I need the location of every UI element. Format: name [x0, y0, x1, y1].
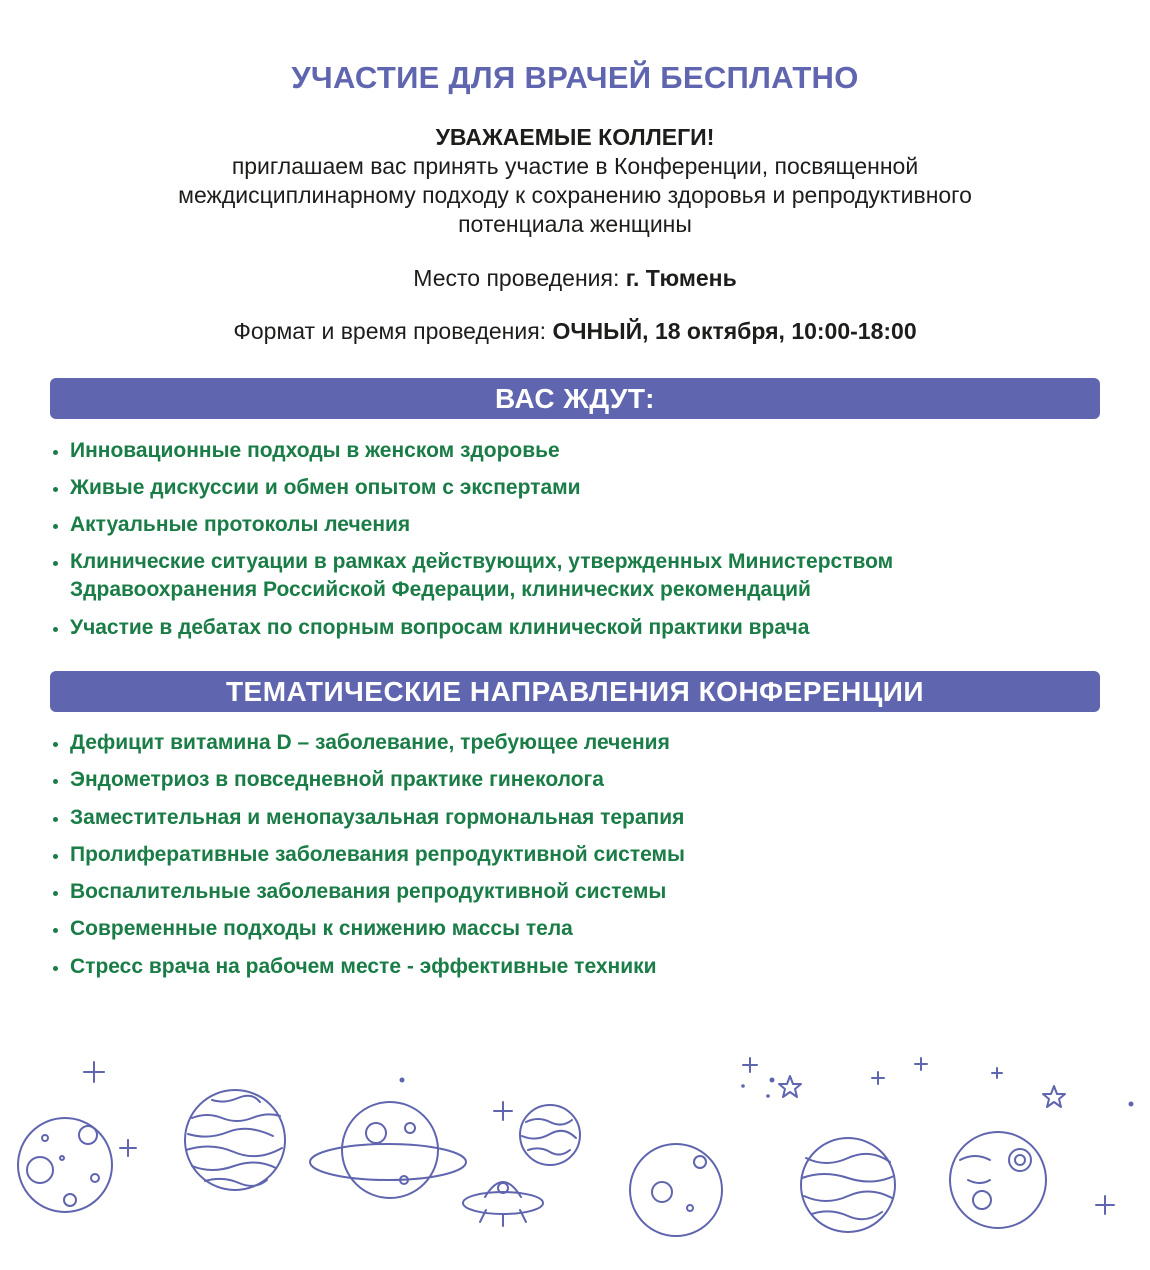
format-line: [0, 318, 1150, 345]
topics-section-title: ТЕМАТИЧЕСКИЕ НАПРАВЛЕНИЯ КОНФЕРЕНЦИИ: [50, 671, 1100, 712]
list-item: Воспалительные заболевания репродуктивной системы: [50, 878, 1050, 906]
invitation-line-1: приглашаем вас принять участие в Конференции, посвященной: [231, 153, 919, 179]
venue-value: г. Тюмень: [625, 265, 737, 291]
list-item-line-1: Клинические ситуации в рамках действующих, утвержденных Министерством: [70, 550, 894, 573]
list-item: Заместительная и менопаузальная гормональная терапия: [50, 804, 1050, 832]
planet-icon: [185, 1090, 285, 1190]
list-item: Участие в дебатах по спорным вопросам клинической практики врача: [50, 614, 1050, 642]
list-item: Актуальные протоколы лечения: [50, 511, 1050, 539]
format-value: ОЧНЫЙ, 18 октября, 10:00-18:00: [552, 318, 917, 344]
expect-list: [50, 437, 1050, 642]
format-label: Формат и время проведения:: [233, 318, 553, 344]
list-item: Дефицит витамина D – заболевание, требующее лечения: [50, 729, 1050, 757]
space-illustration: [0, 1040, 1150, 1270]
list-item: Стресс врача на рабочем месте - эффективные техники: [50, 953, 1050, 981]
topics-list: [50, 729, 1050, 981]
list-item: Эндометриоз в повседневной практике гинеколога: [50, 766, 1050, 794]
invitation-line-2: междисциплинарному подходу к сохранению здоровья и репродуктивного: [178, 182, 972, 208]
invitation-line-3: потенциала женщины: [458, 211, 692, 237]
greeting: УВАЖАЕМЫЕ КОЛЛЕГИ!: [435, 124, 715, 150]
list-item: Инновационные подходы в женском здоровье: [50, 437, 1050, 465]
planet-icon: [630, 1144, 722, 1236]
planet-icon: [950, 1132, 1046, 1228]
page-headline: УЧАСТИЕ ДЛЯ ВРАЧЕЙ БЕСПЛАТНО: [291, 60, 859, 95]
venue-label: Место проведения:: [413, 265, 626, 291]
ufo-icon: [463, 1182, 543, 1226]
list-item: Современные подходы к снижению массы тела: [50, 915, 1050, 943]
venue-line: [0, 265, 1150, 292]
planet-icon: [801, 1138, 895, 1232]
planet-icon: [18, 1118, 112, 1212]
list-item: [50, 548, 1050, 604]
expect-section-title: ВАС ЖДУТ:: [50, 378, 1100, 419]
planet-icon: [520, 1105, 580, 1165]
intro-block: [60, 122, 1090, 239]
star-icon: [400, 1078, 1134, 1107]
list-item: Пролиферативные заболевания репродуктивной системы: [50, 841, 1050, 869]
list-item-line-2: Здравоохранения Российской Федерации, клинических рекомендаций: [70, 578, 811, 601]
list-item: Живые дискуссии и обмен опытом с экспертами: [50, 474, 1050, 502]
ringed-planet-icon: [310, 1102, 466, 1198]
